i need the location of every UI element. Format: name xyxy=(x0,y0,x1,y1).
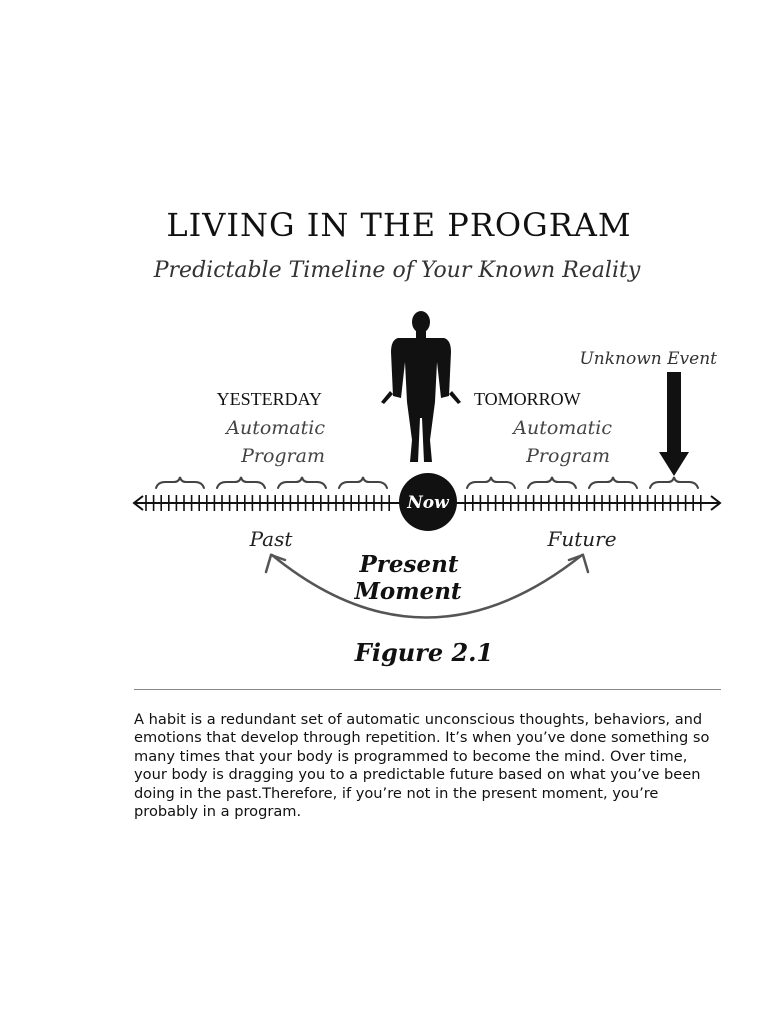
human-silhouette-icon xyxy=(381,311,461,462)
now-marker xyxy=(399,473,457,531)
present-moment-line1: Present xyxy=(359,551,459,578)
tomorrow-line1: Automatic xyxy=(513,417,612,439)
diagram-title: LIVING IN THE PROGRAM xyxy=(166,206,632,244)
now-label: Now xyxy=(407,493,449,513)
yesterday-line1: Automatic xyxy=(226,417,325,439)
diagram-subtitle: Predictable Timeline of Your Known Reality xyxy=(153,258,641,283)
body-paragraph: A habit is a redundant set of automatic unconscious thoughts, behaviors, and emotions that develop through repetition. It’s when you’ve done something so many times that your body is programmed to become the mind. Over time, your body is dragging you to a predictable future based on what you’ve been doing in the past.Therefore, if you’re not in the present moment, you’re probably in a program. xyxy=(134,711,710,821)
figure-caption: Figure 2.1 xyxy=(354,638,494,667)
yesterday-heading: YESTERDAY xyxy=(216,389,322,409)
unknown-event-label: Unknown Event xyxy=(579,349,717,369)
down-arrow-icon xyxy=(659,372,689,476)
tomorrow-line2: Program xyxy=(526,445,610,467)
past-label: Past xyxy=(249,527,293,551)
section-divider xyxy=(134,689,721,690)
present-moment-line2: Moment xyxy=(354,578,462,605)
tomorrow-heading: TOMORROW xyxy=(474,389,581,409)
brace-group-past xyxy=(156,477,387,488)
brace-group-future xyxy=(467,477,698,488)
yesterday-line2: Program xyxy=(241,445,325,467)
future-label: Future xyxy=(547,527,617,551)
